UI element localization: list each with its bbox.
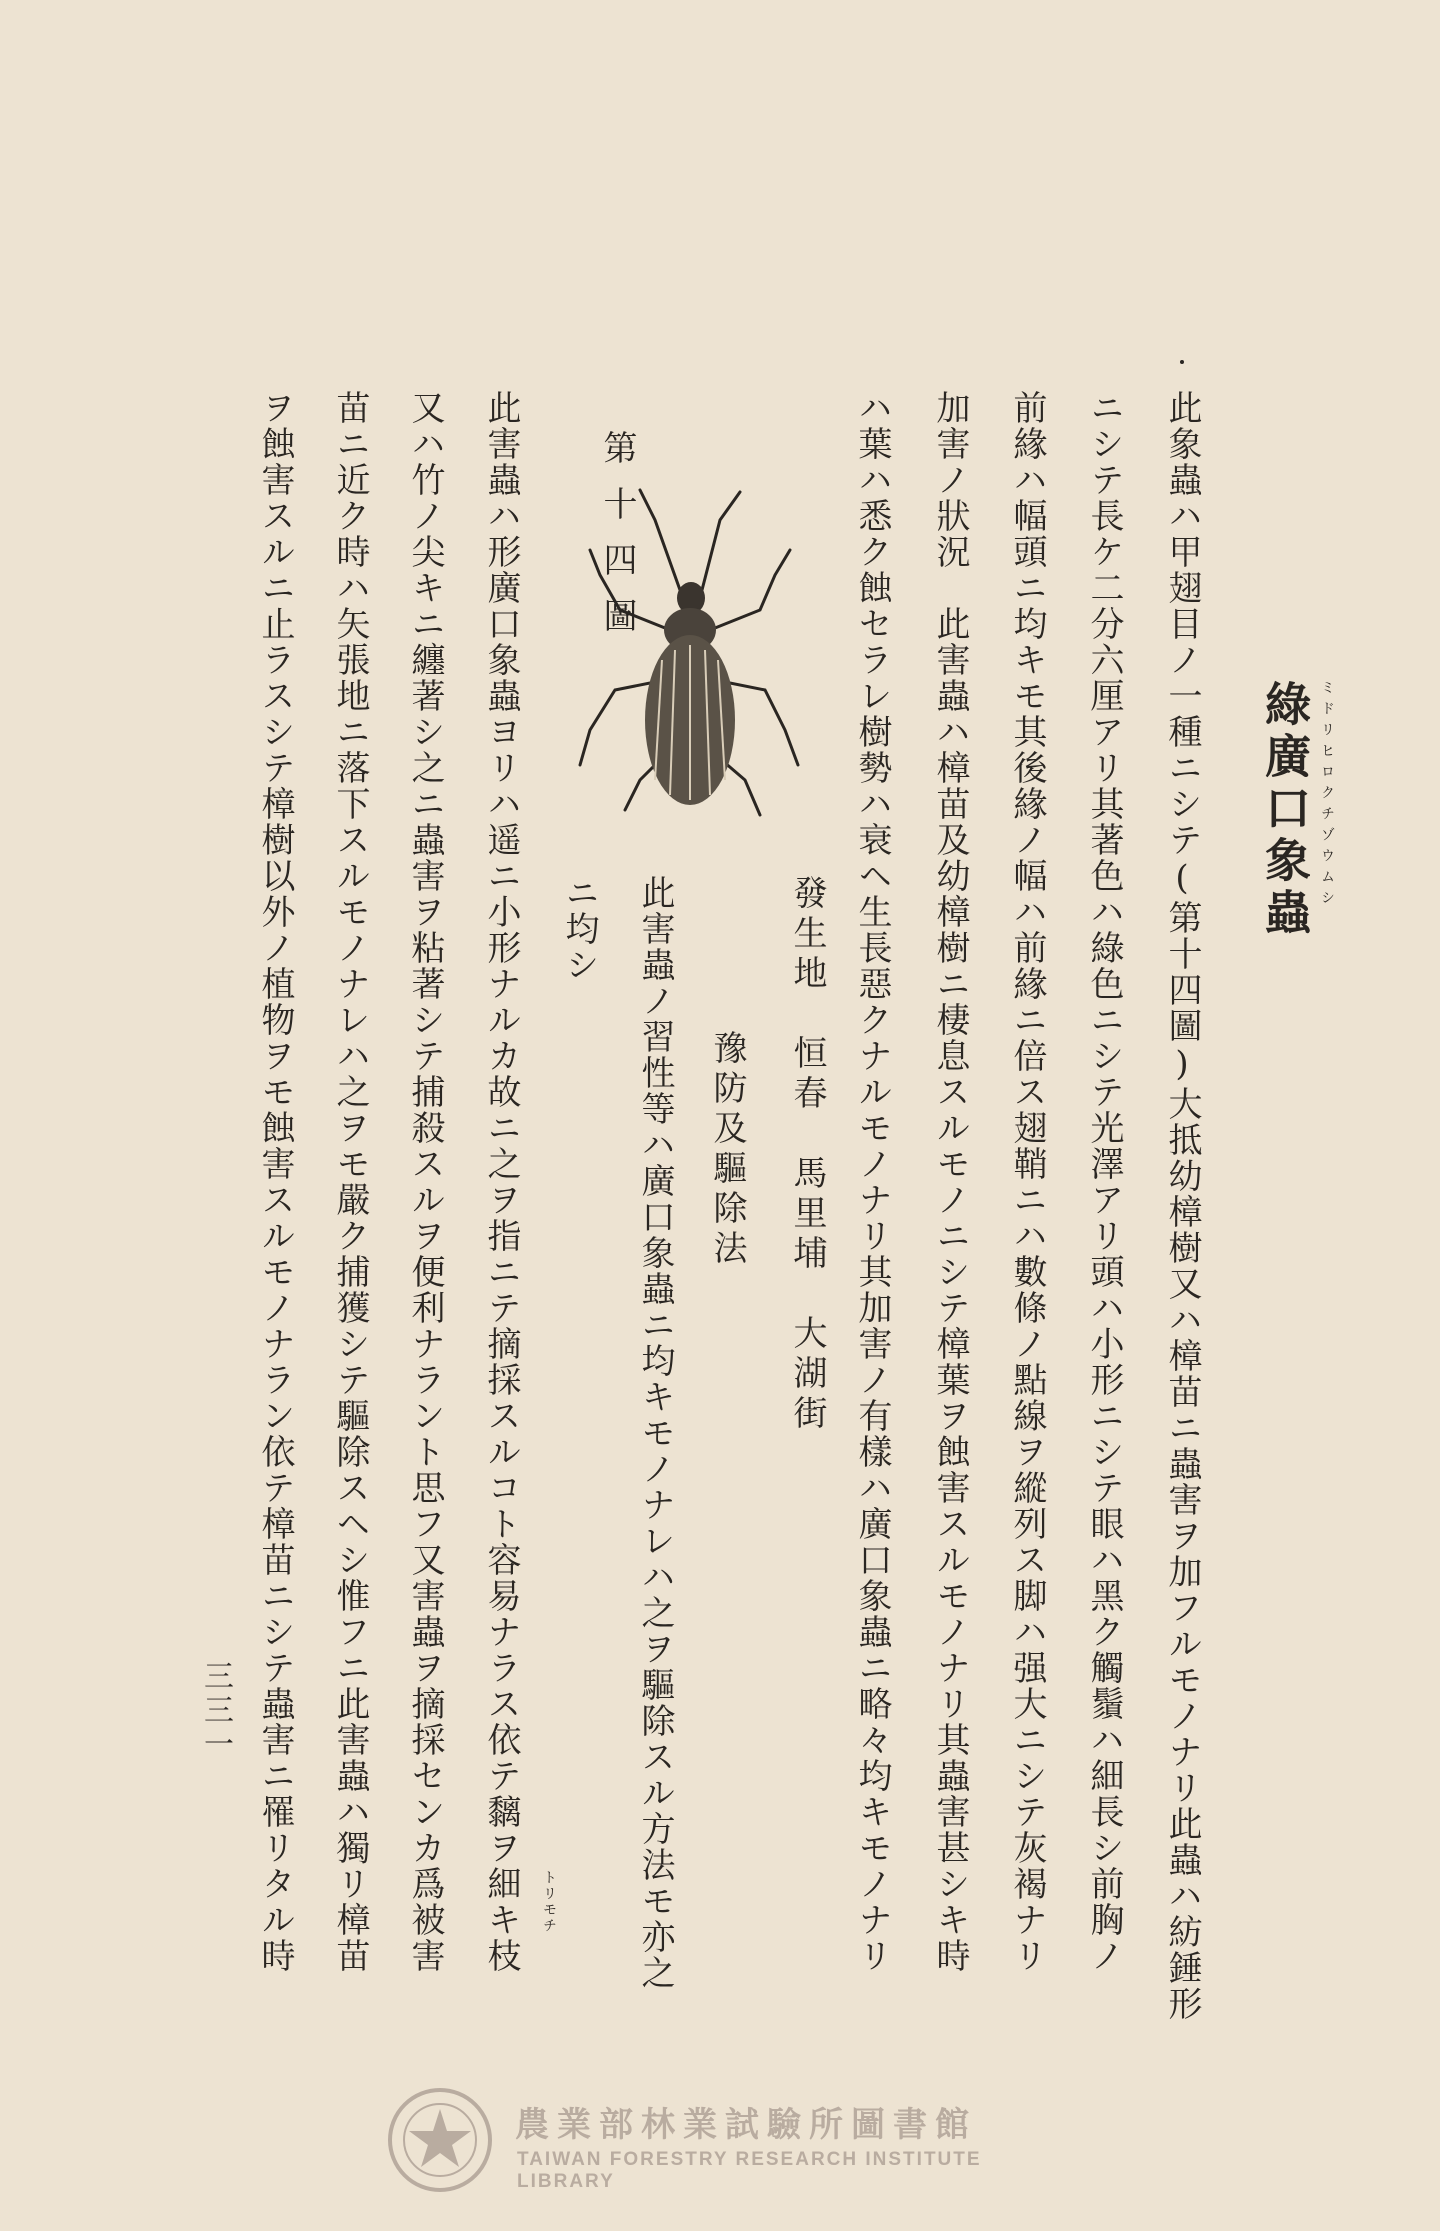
text-column-6: 發生地 恒春 馬里埔 大湖街 (787, 875, 827, 1435)
weevil-illustration (570, 480, 810, 840)
text-column-1: 此象蟲ハ甲翅目ノ一種ニシテ(第十四圖)大抵幼樟樹又ハ樟苗ニ蟲害ヲ加フルモノナリ此蟲ハ紡錘形 (1162, 390, 1202, 2022)
section-heading: 豫防及驅除法 (707, 1030, 747, 1270)
text-column-8: 此害蟲ノ習性等ハ廣口象蟲ニ均キモノナレハ之ヲ驅除スル方法モ亦之 (635, 875, 675, 1991)
text-column-4: 加害ノ狀況 此害蟲ハ樟苗及幼樟樹ニ棲息スルモノニシテ樟葉ヲ蝕害スルモノナリ其蟲害甚シキ時 (930, 390, 970, 1974)
text-column-10: 此害蟲ハ形廣口象蟲ヨリハ遥ニ小形ナルカ故ニ之ヲ指ニテ摘採スルコト容易ナラス依テ黐ヲ細キ枝 (481, 390, 521, 1974)
page-title: 綠廣口象蟲 (1258, 680, 1312, 940)
figure-caption: 第十四圖 (597, 430, 637, 654)
page-number: 三三一 (198, 1660, 233, 1762)
text-column-2: ニシテ長ケ二分六厘アリ其著色ハ綠色ニシテ光澤アリ頭ハ小形ニシテ眼ハ黑ク觸鬚ハ細長シ前胸ノ (1084, 390, 1124, 1974)
punctuation-dot (1180, 360, 1184, 364)
text-column-3: 前緣ハ幅頭ニ均キモ其後緣ノ幅ハ前緣ニ倍ス翅鞘ニハ數條ノ點線ヲ縱列ス脚ハ强大ニシテ灰褐ナリ (1007, 390, 1047, 1974)
title-ruby: ミドリヒロクチゾウムシ (1319, 680, 1335, 911)
text-column-11: 又ハ竹ノ尖キニ纏著シ之ニ蟲害ヲ粘著シテ捕殺スルヲ便利ナラント思フ又害蟲ヲ摘採センカ爲被害 (405, 390, 445, 1974)
library-watermark (385, 2085, 1085, 2205)
text-column-13: ヲ蝕害スルニ止ラスシテ樟樹以外ノ植物ヲモ蝕害スルモノナラン依テ樟苗ニシテ蟲害ニ罹リタル時 (255, 390, 295, 1974)
library-seal-icon (385, 2085, 495, 2195)
torimochi-ruby: トリモチ (541, 1870, 557, 1934)
library-name-english: TAIWAN FORESTRY RESEARCH INSTITUTE LIBRARY (517, 2149, 982, 2192)
text-column-12: 苗ニ近ク時ハ矢張地ニ落下スルモノナレハ之ヲモ嚴ク捕獲シテ驅除スヘシ惟フニ此害蟲ハ獨リ樟苗 (330, 390, 370, 1974)
text-column-5: ハ葉ハ悉ク蝕セラレ樹勢ハ衰ヘ生長惡クナルモノナリ其加害ノ有樣ハ廣口象蟲ニ略々均キモノナリ (852, 390, 892, 1974)
text-column-9: ニ均シ (559, 875, 599, 983)
library-name-chinese: 農業部林業試驗所圖書館 (515, 2105, 977, 2145)
